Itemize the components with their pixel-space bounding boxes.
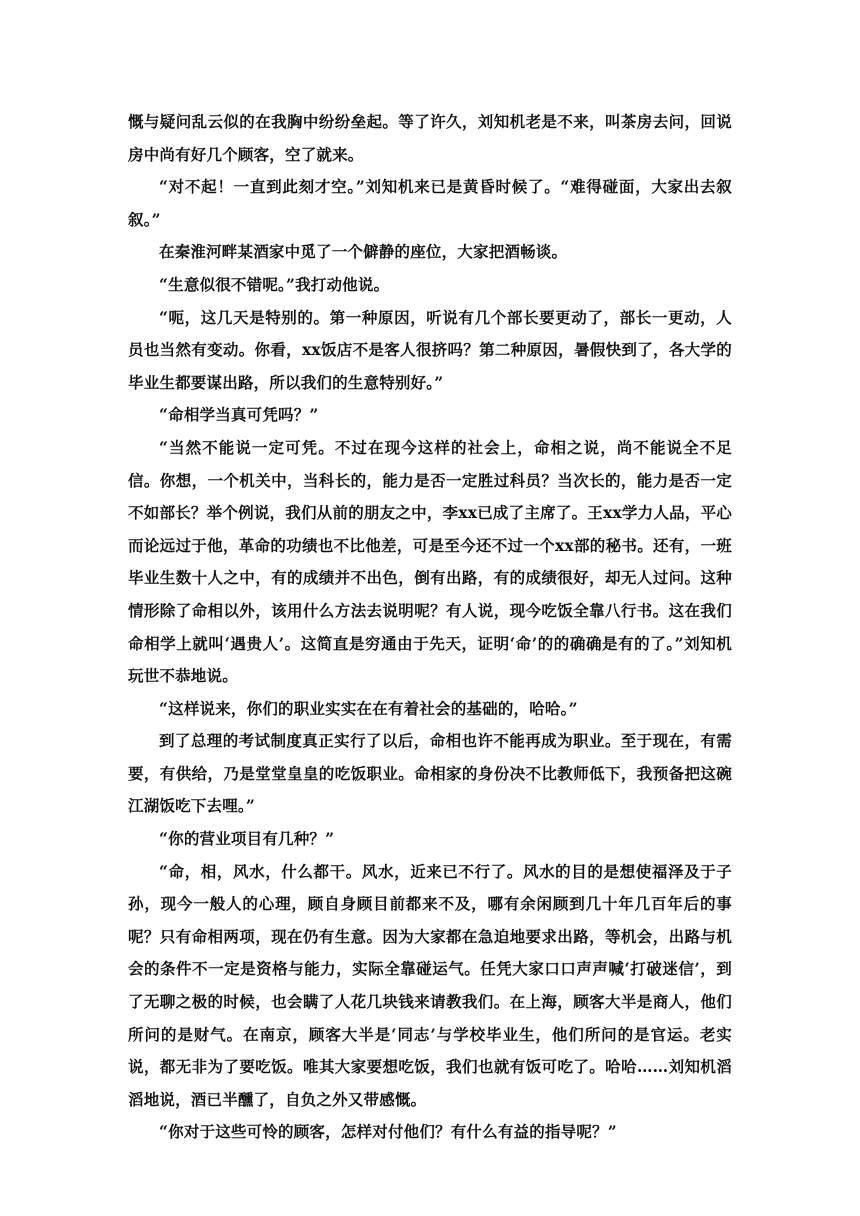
paragraph: “当然不能说一定可凭。不过在现今这样的社会上，命相之说，尚不能说全不足信。你想，一个机关中，当科长的，能力是否一定胜过科员？当次长的，能力是否一定不如部长？举个例说，我们从前的朋友之中，李xx已成了主席了。王xx学力人品，平心而论远过于他，革命的功绩也不比他差，可是至今还不过一个xx部的秘书。还有，一班毕业生数十人之中，有的成绩并不出色，倒有出路，有的成绩很好，却无人过问。这种情形除了命相以外，该用什么方法去说明呢？有人说，现今吃饭全靠八行书。这在我们命相学上就叫‘遇贵人’。这简直是穷通由于先天，证明‘命’的的确确是有的了。”刘知机玩世不恭地说。 xyxy=(128,437,732,686)
paragraph: “你对于这些可怜的顾客，怎样对付他们？有什么有益的指导呢？” xyxy=(159,1122,617,1142)
paragraph: “呃，这几天是特别的。第一种原因，听说有几个部长要更动了，部长一更动，人员也当然有变动。你看，xx饭店不是客人很挤吗？第二种原因，暑假快到了，各大学的毕业生都要谋出路，所以我们的生意特别好。” xyxy=(128,307,732,392)
paragraph: “生意似很不错呢。”我打动他说。 xyxy=(159,274,390,294)
paragraph: 在秦淮河畔某酒家中觅了一个僻静的座位，大家把酒畅谈。 xyxy=(159,242,568,262)
paragraph: 慨与疑问乱云似的在我胸中纷纷垒起。等了许久，刘知机老是不来，叫茶房去问，回说房中尚有好几个顾客，空了就来。 xyxy=(128,112,732,164)
paragraph: “对不起！一直到此刻才空。”刘知机来已是黄昏时候了。“难得碰面，大家出去叙叙。” xyxy=(128,177,732,229)
paragraph: 到了总理的考试制度真正实行了以后，命相也许不能再成为职业。至于现在，有需要，有供给，乃是堂堂皇皇的吃饭职业。命相家的身份决不比教师低下，我预备把这碗江湖饭吃下去哩。” xyxy=(128,731,732,816)
paragraph: “你的营业项目有几种？” xyxy=(159,829,335,849)
document-page xyxy=(128,106,732,1149)
paragraph: “命，相，风水，什么都干。风水，近来已不行了。风水的目的是想使福泽及于子孙，现今一般人的心理，顾自身顾目前都来不及，哪有余闲顾到几十年几百年后的事呢？只有命相两项，现在仍有生意。因为大家都在急迫地要求出路，等机会，出路与机会的条件不一定是资格与能力，实际全靠碰运气。任凭大家口口声声喊‘打破迷信’，到了无聊之极的时候，也会瞒了人花几块钱来请教我们。在上海，顾客大半是商人，他们所问的是财气。在南京，顾客大半是‘同志’与学校毕业生，他们所问的是官运。老实说，都无非为了要吃饭。唯其大家要想吃饭，我们也就有饭可吃了。哈哈……刘知机滔滔地说，酒已半醺了，自负之外又带感慨。 xyxy=(128,861,732,1109)
paragraph: “这样说来，你们的职业实实在在有着社会的基础的，哈哈。” xyxy=(159,698,578,718)
paragraph: “命相学当真可凭吗？” xyxy=(159,405,319,425)
